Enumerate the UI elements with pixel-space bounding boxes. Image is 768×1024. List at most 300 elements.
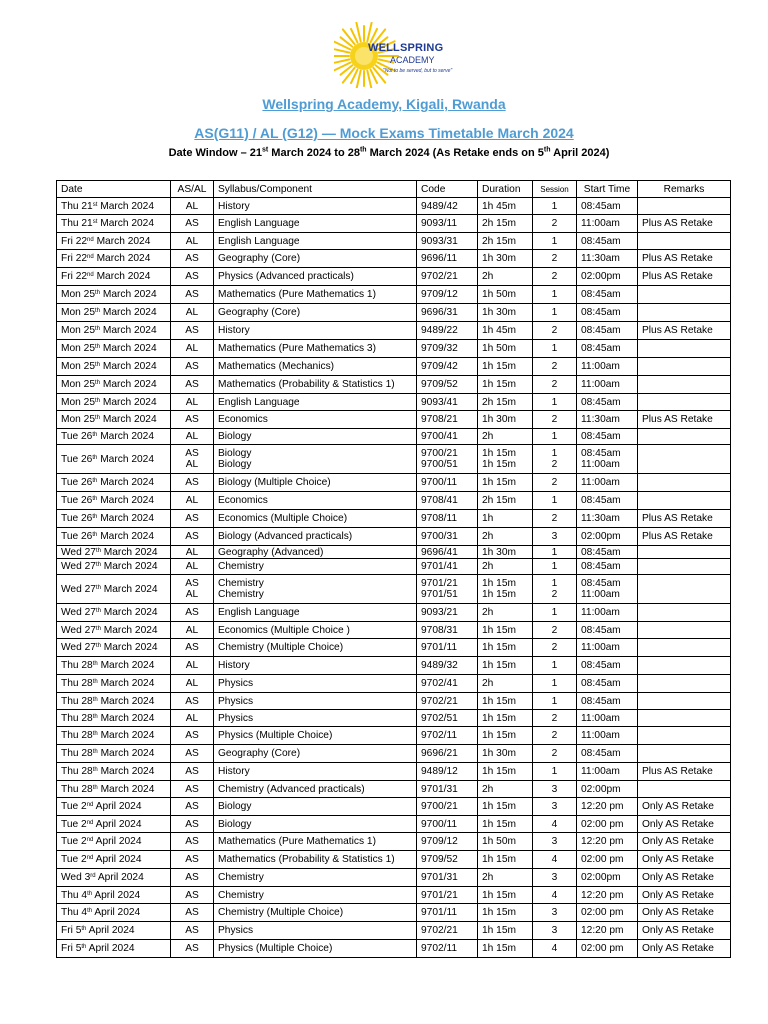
cell-duration: 2h 15m bbox=[478, 233, 533, 250]
cell-start-time: 08:45am bbox=[577, 340, 638, 358]
exam-timetable bbox=[56, 180, 731, 958]
cell-syllabus: Chemistry (Multiple Choice) bbox=[214, 639, 417, 657]
table-row bbox=[57, 492, 731, 510]
cell-level: AS bbox=[171, 358, 214, 376]
cell-start-time: 08:45am bbox=[577, 198, 638, 215]
cell-level: AS bbox=[171, 268, 214, 286]
table-row bbox=[57, 781, 731, 798]
col-start-time: Start Time bbox=[577, 181, 638, 198]
cell-code: 9696/21 bbox=[417, 745, 478, 763]
table-row bbox=[57, 322, 731, 340]
table-row bbox=[57, 904, 731, 922]
cell-session: 1 2 bbox=[533, 445, 577, 474]
cell-syllabus: Physics bbox=[214, 922, 417, 940]
cell-date: Thu 4th April 2024 bbox=[57, 887, 171, 904]
cell-code: 9709/42 bbox=[417, 358, 478, 376]
cell-start-time: 08:45am bbox=[577, 546, 638, 559]
cell-remarks: Only AS Retake bbox=[638, 816, 731, 833]
cell-session: 4 bbox=[533, 887, 577, 904]
cell-syllabus: Mathematics (Pure Mathematics 1) bbox=[214, 833, 417, 851]
cell-session: 2 bbox=[533, 510, 577, 528]
cell-duration: 2h bbox=[478, 781, 533, 798]
cell-remarks bbox=[638, 727, 731, 745]
cell-syllabus: Physics bbox=[214, 710, 417, 727]
cell-session: 1 bbox=[533, 546, 577, 559]
table-row bbox=[57, 358, 731, 376]
cell-level: AS bbox=[171, 798, 214, 816]
table-row bbox=[57, 268, 731, 286]
cell-start-time: 11:00am bbox=[577, 727, 638, 745]
table-row bbox=[57, 233, 731, 250]
cell-remarks bbox=[638, 546, 731, 559]
col-duration: Duration bbox=[478, 181, 533, 198]
cell-remarks: Only AS Retake bbox=[638, 798, 731, 816]
cell-date: Tue 26th March 2024 bbox=[57, 445, 171, 474]
table-row bbox=[57, 575, 731, 604]
cell-duration: 1h 15m bbox=[478, 940, 533, 958]
cell-code: 9708/11 bbox=[417, 510, 478, 528]
cell-code: 9701/31 bbox=[417, 781, 478, 798]
cell-date: Thu 28th March 2024 bbox=[57, 727, 171, 745]
cell-duration: 1h 30m bbox=[478, 546, 533, 559]
cell-syllabus: History bbox=[214, 198, 417, 215]
cell-code: 9700/31 bbox=[417, 528, 478, 546]
cell-session: 2 bbox=[533, 215, 577, 233]
cell-remarks bbox=[638, 429, 731, 445]
cell-code: 9708/41 bbox=[417, 492, 478, 510]
cell-level: AL bbox=[171, 198, 214, 215]
cell-date: Wed 27th March 2024 bbox=[57, 546, 171, 559]
cell-date: Thu 21st March 2024 bbox=[57, 215, 171, 233]
cell-session: 2 bbox=[533, 745, 577, 763]
cell-level: AL bbox=[171, 340, 214, 358]
cell-syllabus: English Language bbox=[214, 604, 417, 622]
cell-start-time: 11:00am bbox=[577, 604, 638, 622]
cell-level: AS bbox=[171, 816, 214, 833]
cell-duration: 1h 15m bbox=[478, 474, 533, 492]
cell-session: 1 bbox=[533, 429, 577, 445]
cell-duration: 1h 15m 1h 15m bbox=[478, 575, 533, 604]
col-session: Session bbox=[533, 181, 577, 198]
table-row bbox=[57, 851, 731, 869]
cell-start-time: 08:45am bbox=[577, 429, 638, 445]
cell-date: Mon 25th March 2024 bbox=[57, 411, 171, 429]
cell-code: 9701/41 bbox=[417, 559, 478, 575]
table-row bbox=[57, 394, 731, 411]
cell-date: Thu 28th March 2024 bbox=[57, 745, 171, 763]
cell-level: AS AL bbox=[171, 445, 214, 474]
cell-session: 2 bbox=[533, 411, 577, 429]
cell-date: Wed 3rd April 2024 bbox=[57, 869, 171, 887]
cell-remarks bbox=[638, 693, 731, 710]
cell-remarks: Only AS Retake bbox=[638, 869, 731, 887]
cell-date: Fri 5th April 2024 bbox=[57, 940, 171, 958]
cell-syllabus: Physics (Advanced practicals) bbox=[214, 268, 417, 286]
cell-syllabus: Mathematics (Mechanics) bbox=[214, 358, 417, 376]
cell-session: 4 bbox=[533, 940, 577, 958]
cell-code: 9093/11 bbox=[417, 215, 478, 233]
cell-code: 9702/41 bbox=[417, 675, 478, 693]
cell-date: Tue 2nd April 2024 bbox=[57, 816, 171, 833]
cell-date: Thu 28th March 2024 bbox=[57, 763, 171, 781]
cell-start-time: 12:20 pm bbox=[577, 798, 638, 816]
cell-level: AS bbox=[171, 851, 214, 869]
cell-duration: 2h bbox=[478, 429, 533, 445]
cell-syllabus: Physics (Multiple Choice) bbox=[214, 727, 417, 745]
cell-level: AL bbox=[171, 233, 214, 250]
cell-remarks bbox=[638, 286, 731, 304]
cell-start-time: 08:45am bbox=[577, 745, 638, 763]
cell-code: 9696/41 bbox=[417, 546, 478, 559]
cell-start-time: 02:00 pm bbox=[577, 816, 638, 833]
cell-duration: 1h 15m bbox=[478, 904, 533, 922]
cell-code: 9709/12 bbox=[417, 833, 478, 851]
cell-code: 9093/21 bbox=[417, 604, 478, 622]
cell-remarks: Plus AS Retake bbox=[638, 528, 731, 546]
col-remarks: Remarks bbox=[638, 181, 731, 198]
cell-remarks bbox=[638, 198, 731, 215]
cell-duration: 1h 15m bbox=[478, 622, 533, 639]
cell-level: AS bbox=[171, 693, 214, 710]
cell-date: Mon 25th March 2024 bbox=[57, 340, 171, 358]
cell-date: Fri 22nd March 2024 bbox=[57, 233, 171, 250]
cell-syllabus: Economics (Multiple Choice ) bbox=[214, 622, 417, 639]
cell-level: AL bbox=[171, 429, 214, 445]
cell-level: AS bbox=[171, 904, 214, 922]
cell-level: AS bbox=[171, 411, 214, 429]
cell-date: Wed 27th March 2024 bbox=[57, 559, 171, 575]
cell-level: AS bbox=[171, 940, 214, 958]
cell-date: Mon 25th March 2024 bbox=[57, 286, 171, 304]
table-row bbox=[57, 675, 731, 693]
date-window bbox=[0, 146, 768, 159]
cell-duration: 1h 15m bbox=[478, 376, 533, 394]
cell-syllabus: English Language bbox=[214, 233, 417, 250]
cell-remarks: Only AS Retake bbox=[638, 833, 731, 851]
cell-level: AS bbox=[171, 745, 214, 763]
cell-date: Thu 28th March 2024 bbox=[57, 675, 171, 693]
cell-syllabus: Geography (Core) bbox=[214, 745, 417, 763]
cell-start-time: 11:00am bbox=[577, 710, 638, 727]
cell-start-time: 02:00pm bbox=[577, 268, 638, 286]
cell-level: AS bbox=[171, 215, 214, 233]
cell-start-time: 08:45am bbox=[577, 286, 638, 304]
table-row bbox=[57, 869, 731, 887]
cell-code: 9489/42 bbox=[417, 198, 478, 215]
cell-syllabus: Chemistry bbox=[214, 559, 417, 575]
cell-remarks: Only AS Retake bbox=[638, 851, 731, 869]
date-window-text: Date Window – 21st March 2024 to 28th March 2024 (As Retake ends on 5th April 2024) bbox=[168, 146, 610, 159]
cell-syllabus: Mathematics (Pure Mathematics 1) bbox=[214, 286, 417, 304]
cell-remarks: Only AS Retake bbox=[638, 904, 731, 922]
cell-level: AL bbox=[171, 394, 214, 411]
cell-syllabus: Biology (Multiple Choice) bbox=[214, 474, 417, 492]
cell-remarks: Only AS Retake bbox=[638, 922, 731, 940]
cell-start-time: 08:45am bbox=[577, 559, 638, 575]
cell-remarks bbox=[638, 675, 731, 693]
cell-remarks bbox=[638, 745, 731, 763]
cell-session: 1 bbox=[533, 693, 577, 710]
cell-duration: 1h 15m bbox=[478, 657, 533, 675]
cell-level: AL bbox=[171, 559, 214, 575]
cell-start-time: 08:45am bbox=[577, 322, 638, 340]
cell-syllabus: Geography (Core) bbox=[214, 250, 417, 268]
cell-start-time: 11:00am bbox=[577, 639, 638, 657]
cell-syllabus: Mathematics (Probability & Statistics 1) bbox=[214, 851, 417, 869]
table-header-row bbox=[57, 181, 731, 198]
cell-level: AL bbox=[171, 622, 214, 639]
cell-code: 9093/41 bbox=[417, 394, 478, 411]
table-row bbox=[57, 510, 731, 528]
cell-start-time: 08:45am 11:00am bbox=[577, 445, 638, 474]
cell-syllabus: Chemistry (Multiple Choice) bbox=[214, 904, 417, 922]
cell-code: 9696/31 bbox=[417, 304, 478, 322]
cell-start-time: 08:45am bbox=[577, 622, 638, 639]
cell-level: AS bbox=[171, 286, 214, 304]
cell-remarks bbox=[638, 394, 731, 411]
cell-session: 2 bbox=[533, 622, 577, 639]
cell-start-time: 11:30am bbox=[577, 250, 638, 268]
cell-date: Tue 2nd April 2024 bbox=[57, 833, 171, 851]
cell-duration: 1h 15m bbox=[478, 816, 533, 833]
cell-code: 9696/11 bbox=[417, 250, 478, 268]
cell-code: 9708/21 bbox=[417, 411, 478, 429]
cell-duration: 2h bbox=[478, 268, 533, 286]
col-date: Date bbox=[57, 181, 171, 198]
logo-wordmark: WELLSPRING bbox=[368, 42, 444, 54]
cell-level: AS bbox=[171, 763, 214, 781]
cell-syllabus: Economics bbox=[214, 411, 417, 429]
timetable-title: AS(G11) / AL (G12) — Mock Exams Timetable March 2024 bbox=[194, 125, 574, 141]
table-row bbox=[57, 693, 731, 710]
cell-syllabus: English Language bbox=[214, 215, 417, 233]
cell-remarks bbox=[638, 604, 731, 622]
cell-session: 2 bbox=[533, 710, 577, 727]
cell-duration: 1h 15m bbox=[478, 798, 533, 816]
cell-remarks bbox=[638, 639, 731, 657]
table-row bbox=[57, 622, 731, 639]
table-row bbox=[57, 286, 731, 304]
cell-session: 2 bbox=[533, 358, 577, 376]
cell-session: 4 bbox=[533, 851, 577, 869]
cell-code: 9701/21 9701/51 bbox=[417, 575, 478, 604]
cell-code: 9489/32 bbox=[417, 657, 478, 675]
cell-duration: 1h 15m bbox=[478, 693, 533, 710]
cell-syllabus: Chemistry Chemistry bbox=[214, 575, 417, 604]
school-title: Wellspring Academy, Kigali, Rwanda bbox=[262, 96, 506, 112]
cell-date: Thu 28th March 2024 bbox=[57, 710, 171, 727]
cell-level: AL bbox=[171, 304, 214, 322]
table-row bbox=[57, 940, 731, 958]
cell-syllabus: Physics bbox=[214, 693, 417, 710]
cell-date: Fri 5th April 2024 bbox=[57, 922, 171, 940]
cell-duration: 2h bbox=[478, 559, 533, 575]
table-row bbox=[57, 411, 731, 429]
cell-level: AS bbox=[171, 869, 214, 887]
cell-date: Mon 25th March 2024 bbox=[57, 304, 171, 322]
cell-level: AS bbox=[171, 250, 214, 268]
cell-duration: 2h 15m bbox=[478, 492, 533, 510]
cell-duration: 1h 15m bbox=[478, 639, 533, 657]
cell-syllabus: Economics (Multiple Choice) bbox=[214, 510, 417, 528]
cell-level: AS bbox=[171, 727, 214, 745]
table-row bbox=[57, 474, 731, 492]
cell-start-time: 08:45am bbox=[577, 693, 638, 710]
cell-session: 2 bbox=[533, 322, 577, 340]
cell-date: Fri 22nd March 2024 bbox=[57, 250, 171, 268]
cell-duration: 1h 15m bbox=[478, 358, 533, 376]
cell-remarks: Plus AS Retake bbox=[638, 411, 731, 429]
cell-date: Thu 28th March 2024 bbox=[57, 693, 171, 710]
cell-start-time: 02:00 pm bbox=[577, 851, 638, 869]
cell-session: 1 bbox=[533, 394, 577, 411]
cell-remarks bbox=[638, 657, 731, 675]
cell-code: 9702/21 bbox=[417, 922, 478, 940]
cell-syllabus: Mathematics (Pure Mathematics 3) bbox=[214, 340, 417, 358]
cell-code: 9701/11 bbox=[417, 904, 478, 922]
cell-duration: 1h 30m bbox=[478, 745, 533, 763]
cell-start-time: 08:45am bbox=[577, 492, 638, 510]
cell-remarks: Plus AS Retake bbox=[638, 250, 731, 268]
cell-session: 2 bbox=[533, 727, 577, 745]
cell-code: 9709/52 bbox=[417, 376, 478, 394]
cell-date: Mon 25th March 2024 bbox=[57, 376, 171, 394]
cell-level: AS AL bbox=[171, 575, 214, 604]
table-row bbox=[57, 710, 731, 727]
cell-duration: 1h 30m bbox=[478, 411, 533, 429]
cell-date: Thu 4th April 2024 bbox=[57, 904, 171, 922]
cell-duration: 1h 15m bbox=[478, 887, 533, 904]
cell-code: 9701/11 bbox=[417, 639, 478, 657]
table-row bbox=[57, 445, 731, 474]
cell-duration: 1h bbox=[478, 510, 533, 528]
cell-duration: 2h bbox=[478, 675, 533, 693]
cell-syllabus: Economics bbox=[214, 492, 417, 510]
cell-remarks: Plus AS Retake bbox=[638, 763, 731, 781]
cell-syllabus: Biology bbox=[214, 816, 417, 833]
cell-start-time: 12:20 pm bbox=[577, 887, 638, 904]
table-row bbox=[57, 745, 731, 763]
cell-syllabus: English Language bbox=[214, 394, 417, 411]
cell-start-time: 11:00am bbox=[577, 474, 638, 492]
cell-duration: 2h bbox=[478, 604, 533, 622]
cell-date: Tue 2nd April 2024 bbox=[57, 798, 171, 816]
cell-remarks bbox=[638, 233, 731, 250]
table-row bbox=[57, 816, 731, 833]
cell-duration: 1h 15m bbox=[478, 727, 533, 745]
cell-syllabus: History bbox=[214, 657, 417, 675]
cell-code: 9700/41 bbox=[417, 429, 478, 445]
cell-session: 1 bbox=[533, 233, 577, 250]
cell-duration: 1h 30m bbox=[478, 304, 533, 322]
table-row bbox=[57, 198, 731, 215]
cell-start-time: 02:00pm bbox=[577, 781, 638, 798]
cell-remarks bbox=[638, 445, 731, 474]
cell-level: AS bbox=[171, 604, 214, 622]
cell-date: Thu 28th March 2024 bbox=[57, 781, 171, 798]
cell-session: 2 bbox=[533, 474, 577, 492]
cell-date: Tue 26th March 2024 bbox=[57, 510, 171, 528]
cell-start-time: 08:45am 11:00am bbox=[577, 575, 638, 604]
cell-date: Thu 28th March 2024 bbox=[57, 657, 171, 675]
cell-start-time: 08:45am bbox=[577, 675, 638, 693]
cell-start-time: 08:45am bbox=[577, 233, 638, 250]
cell-date: Tue 26th March 2024 bbox=[57, 474, 171, 492]
cell-start-time: 11:00am bbox=[577, 763, 638, 781]
cell-session: 2 bbox=[533, 376, 577, 394]
cell-syllabus: Physics bbox=[214, 675, 417, 693]
cell-level: AS bbox=[171, 887, 214, 904]
cell-session: 3 bbox=[533, 528, 577, 546]
cell-remarks bbox=[638, 376, 731, 394]
cell-duration: 2h bbox=[478, 869, 533, 887]
cell-duration: 1h 15m 1h 15m bbox=[478, 445, 533, 474]
table-row bbox=[57, 833, 731, 851]
cell-level: AL bbox=[171, 546, 214, 559]
cell-date: Wed 27th March 2024 bbox=[57, 622, 171, 639]
cell-syllabus: Chemistry bbox=[214, 869, 417, 887]
cell-session: 1 bbox=[533, 286, 577, 304]
col-code: Code bbox=[417, 181, 478, 198]
cell-session: 4 bbox=[533, 816, 577, 833]
cell-level: AL bbox=[171, 675, 214, 693]
cell-session: 1 bbox=[533, 198, 577, 215]
cell-syllabus: Geography (Advanced) bbox=[214, 546, 417, 559]
cell-date: Fri 22nd March 2024 bbox=[57, 268, 171, 286]
cell-session: 1 bbox=[533, 492, 577, 510]
cell-start-time: 11:30am bbox=[577, 411, 638, 429]
table-row bbox=[57, 250, 731, 268]
table-row bbox=[57, 376, 731, 394]
cell-date: Tue 26th March 2024 bbox=[57, 528, 171, 546]
table-row bbox=[57, 546, 731, 559]
cell-duration: 1h 30m bbox=[478, 250, 533, 268]
table-row bbox=[57, 763, 731, 781]
cell-duration: 1h 15m bbox=[478, 710, 533, 727]
cell-code: 9700/11 bbox=[417, 474, 478, 492]
cell-start-time: 08:45am bbox=[577, 304, 638, 322]
cell-code: 9702/21 bbox=[417, 693, 478, 710]
cell-date: Wed 27th March 2024 bbox=[57, 639, 171, 657]
cell-duration: 2h bbox=[478, 528, 533, 546]
cell-duration: 1h 50m bbox=[478, 286, 533, 304]
cell-duration: 1h 15m bbox=[478, 851, 533, 869]
cell-session: 1 bbox=[533, 604, 577, 622]
table-row bbox=[57, 304, 731, 322]
cell-level: AS bbox=[171, 474, 214, 492]
table-row bbox=[57, 727, 731, 745]
cell-duration: 1h 15m bbox=[478, 763, 533, 781]
cell-date: Mon 25th March 2024 bbox=[57, 322, 171, 340]
cell-code: 9709/52 bbox=[417, 851, 478, 869]
cell-start-time: 11:30am bbox=[577, 510, 638, 528]
cell-level: AS bbox=[171, 376, 214, 394]
cell-start-time: 08:45am bbox=[577, 657, 638, 675]
cell-level: AS bbox=[171, 922, 214, 940]
table-row bbox=[57, 887, 731, 904]
cell-start-time: 02:00pm bbox=[577, 869, 638, 887]
cell-code: 9701/21 bbox=[417, 887, 478, 904]
col-level: AS/AL bbox=[171, 181, 214, 198]
cell-date: Wed 27th March 2024 bbox=[57, 604, 171, 622]
cell-start-time: 02:00 pm bbox=[577, 940, 638, 958]
cell-start-time: 11:00am bbox=[577, 215, 638, 233]
cell-syllabus: History bbox=[214, 763, 417, 781]
logo-tagline: "Not to be served, but to serve" bbox=[383, 68, 453, 74]
cell-session: 3 bbox=[533, 781, 577, 798]
cell-duration: 2h 15m bbox=[478, 394, 533, 411]
cell-session: 2 bbox=[533, 268, 577, 286]
